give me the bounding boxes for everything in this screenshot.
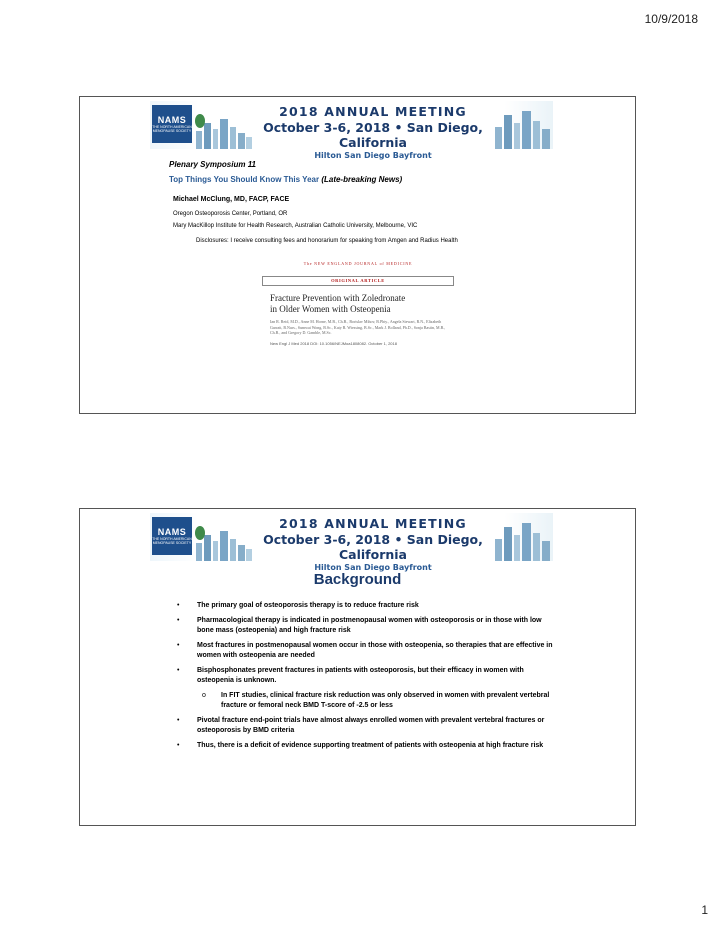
bullet-item: • The primary goal of osteoporosis therapy is to reduce fracture risk xyxy=(177,602,419,609)
slide-2 xyxy=(79,508,636,826)
nams-logo xyxy=(152,517,192,555)
bullet-item: • Pivotal fracture end-point trials have almost always enrolled women with prevalent vertebral fractures or osteoporosis by BMD criteria xyxy=(177,716,545,734)
banner-title: 2018 ANNUAL MEETING xyxy=(279,516,467,531)
bullet-item: • Most fractures in postmenopausal women occur in those with osteopenia, so therapies that are effective in women with osteopenia are needed xyxy=(177,641,553,659)
disclosure: Disclosures: I receive consulting fees and honorarium for speaking from Amgen and Radius Health xyxy=(196,238,458,244)
nams-logo-text: NAMS xyxy=(157,527,187,537)
nejm-article-image xyxy=(258,257,458,379)
article-section: ORIGINAL ARTICLE xyxy=(262,276,454,286)
nams-logo-text: NAMS xyxy=(157,115,187,125)
bullet-item: • Bisphosphonates prevent fractures in patients with osteoporosis, but their efficacy in women with osteopenia is unknown. xyxy=(177,666,524,684)
city-skyline-icon xyxy=(493,517,553,561)
bullet-item: • Thus, there is a deficit of evidence supporting treatment of patients with osteopenia at high fracture risk xyxy=(177,741,544,749)
affiliation-1: Oregon Osteoporosis Center, Portland, OR xyxy=(173,211,288,217)
nams-logo-subtext: THE NORTH AMERICAN MENOPAUSE SOCIETY xyxy=(152,537,192,545)
city-skyline-icon xyxy=(194,111,254,149)
city-skyline-icon xyxy=(194,523,254,561)
talk-title xyxy=(169,175,402,184)
banner-title: 2018 ANNUAL MEETING xyxy=(279,104,467,119)
city-skyline-icon xyxy=(493,105,553,149)
meeting-banner xyxy=(150,101,553,160)
bullet-list xyxy=(174,601,554,755)
meeting-banner xyxy=(150,513,553,572)
journal-name: The NEW ENGLAND JOURNAL of MEDICINE xyxy=(303,261,413,266)
banner-venue: Hilton San Diego Bayfront xyxy=(314,151,432,160)
banner-dates: October 3-6, 2018 • San Diego, California xyxy=(263,532,483,562)
page-number: 1 xyxy=(701,903,708,917)
talk-title-note: (Late-breaking News) xyxy=(321,175,403,184)
banner-dates: October 3-6, 2018 • San Diego, California xyxy=(263,120,483,150)
nams-logo xyxy=(152,105,192,143)
article-title-line-2: in Older Women with Osteopenia xyxy=(270,304,391,314)
article-citation: New Engl J Med 2018 DOI: 10.1056/NEJMoa1808082. October 1, 2018 xyxy=(270,340,397,346)
nams-logo-subtext: THE NORTH AMERICAN MENOPAUSE SOCIETY xyxy=(152,125,192,133)
sub-bullet-item: o In FIT studies, clinical fracture risk reduction was only observed in women with prevalent vertebral fracture or femoral neck BMD T-score of -2.5 or less xyxy=(202,691,550,709)
bullet-item: • Pharmacological therapy is indicated in postmenopausal women with osteoporosis or in those with low bone mass (osteopenia) and high fracture risk xyxy=(177,616,542,634)
symposium-label: Plenary Symposium 11 xyxy=(169,160,256,169)
speaker-name: Michael McClung, MD, FACP, FACE xyxy=(173,196,290,203)
slide-title: Background xyxy=(313,571,402,588)
talk-title-text: Top Things You Should Know This Year xyxy=(169,175,320,184)
article-title xyxy=(270,293,458,315)
article-title-line-1: Fracture Prevention with Zoledronate xyxy=(270,293,406,303)
affiliation-2: Mary MacKillop Institute for Health Research, Australian Catholic University, Melbourne, VIC xyxy=(173,223,418,229)
slide-1 xyxy=(79,96,636,414)
article-authors: Ian R. Reid, M.D., Anne M. Horne, M.B., Ch.B., Borislav Mihov, B.Phty., Angela Stewart, R.N., Elizabeth Garratt, B.Nurs., Sumwai Wong, B.Sc., Katy R. Wiessing, B.Sc., Mark J. Bolland, Ph.D., Sonja Bastin, M.B., Ch.B., and Gregory D. Gamble, M.Sc. xyxy=(270,319,446,335)
banner-venue: Hilton San Diego Bayfront xyxy=(314,563,432,572)
page-date: 10/9/2018 xyxy=(644,12,698,26)
